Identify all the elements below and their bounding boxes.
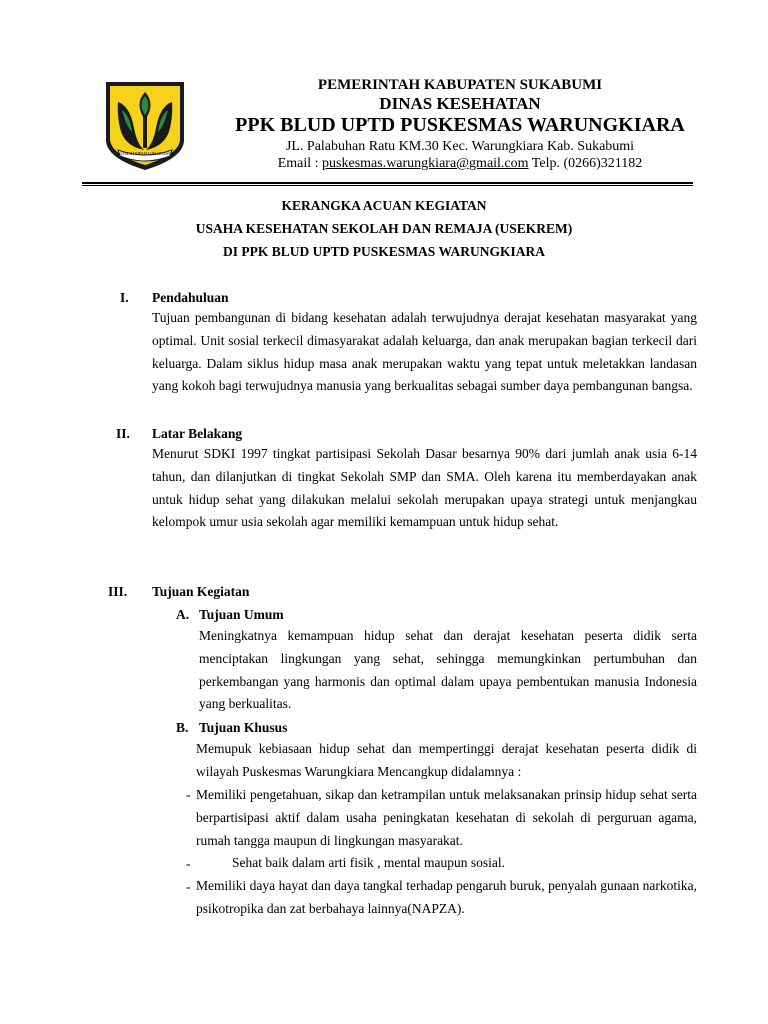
section-3-number: III. bbox=[108, 584, 128, 599]
list-item-2: Sehat baik dalam arti fisik , mental maupun sosial. bbox=[232, 855, 505, 870]
subsection-b-heading: Tujuan Khusus bbox=[199, 720, 288, 735]
section-2-heading: Latar Belakang bbox=[152, 426, 243, 441]
email-label: Email : bbox=[277, 156, 323, 171]
department-name: DINAS KESEHATAN bbox=[379, 94, 541, 113]
subsection-a-body: Meningkatnya kemampuan hidup sehat dan derajat kesehatan peserta didik serta menciptakan lingkungan yang sehat, sehingga memungkinkan pertumbuhan dan perkembangan yang harmonis dan optimal dalam upaya pembentukan manusia Indonesia yang berkualitas. bbox=[199, 628, 697, 712]
document-location: DI PPK BLUD UPTD PUSKESMAS WARUNGKIARA bbox=[223, 244, 545, 259]
list-item-2-dash: - bbox=[186, 856, 191, 871]
header-rule-thick bbox=[82, 182, 693, 184]
subsection-b-body: Memupuk kebiasaan hidup sehat dan mempertinggi derajat kesehatan peserta didik di wilayah Puskesmas Warungkiara Mencangkup didalamnya : bbox=[196, 741, 697, 779]
section-1-number: I. bbox=[120, 290, 129, 305]
subsection-b-label: B. bbox=[176, 720, 189, 735]
subsection-a-heading: Tujuan Umum bbox=[199, 607, 284, 622]
document-title: KERANGKA ACUAN KEGIATAN bbox=[281, 198, 487, 213]
section-3-heading: Tujuan Kegiatan bbox=[152, 584, 250, 599]
contact-line bbox=[190, 156, 730, 172]
list-item-1: Memiliki pengetahuan, sikap dan ketrampilan untuk melaksanakan prinsip hidup sehat serta berpartisipasi aktif dalam usaha peningkatan kesehatan di sekolah di perguruan agama, rumah tangga maupun di lingkungan masyarakat. bbox=[196, 787, 697, 848]
document-subtitle: USAHA KESEHATAN SEKOLAH DAN REMAJA (USEKREM) bbox=[195, 221, 573, 236]
institution-name: PPK BLUD UPTD PUSKESMAS WARUNGKIARA bbox=[235, 114, 685, 136]
section-1-heading: Pendahuluan bbox=[152, 290, 229, 305]
header-rule-thin bbox=[82, 185, 693, 186]
list-item-1-dash: - bbox=[186, 787, 191, 802]
list-item-3-dash: - bbox=[186, 879, 191, 894]
section-2-body: Menurut SDKI 1997 tingkat partisipasi Sekolah Dasar besarnya 90% dari jumlah anak usia 6-14 tahun, dan dilanjutkan di tingkat Sekolah SMP dan SMA. Oleh karena itu memberdayakan anak untuk hidup sehat yang dilakukan melalui sekolah merupakan upaya strategi untuk menjangkau kelompok umur usia sekolah agar memiliki kemampuan untuk hidup sehat. bbox=[152, 446, 697, 530]
section-1-body: Tujuan pembangunan di bidang kesehatan adalah terwujudnya derajat kesehatan masyarakat yang optimal. Unit sosial terkecil dimasyarakat adalah keluarga, dan anak merupakan bagian terkecil dari keluarga. Dalam siklus hidup masa anak merupakan waktu yang tepat untuk meletakkan landasan yang kokoh bagi terwujudnya manusia yang berkualitas sebagai sumber daya pembangunan bangsa. bbox=[152, 310, 697, 394]
regency-logo bbox=[104, 80, 186, 172]
section-2-number: II. bbox=[116, 426, 130, 441]
logo-motto: GEMAH RIPAH LOH JINAWI bbox=[119, 151, 171, 156]
list-item-3: Memiliki daya hayat dan daya tangkal terhadap pengaruh buruk, penyalah gunaan narkotika, psikotropika dan zat berbahaya lainnya(NAPZA). bbox=[196, 878, 697, 916]
phone: Telp. (0266)321182 bbox=[528, 156, 643, 171]
subsection-a-label: A. bbox=[176, 607, 190, 622]
government-name: PEMERINTAH KABUPATEN SUKABUMI bbox=[317, 77, 603, 93]
email-link[interactable]: puskesmas.warungkiara@gmail.com bbox=[322, 156, 529, 171]
address: JL. Palabuhan Ratu KM.30 Kec. Warungkiara Kab. Sukabumi bbox=[285, 139, 635, 154]
